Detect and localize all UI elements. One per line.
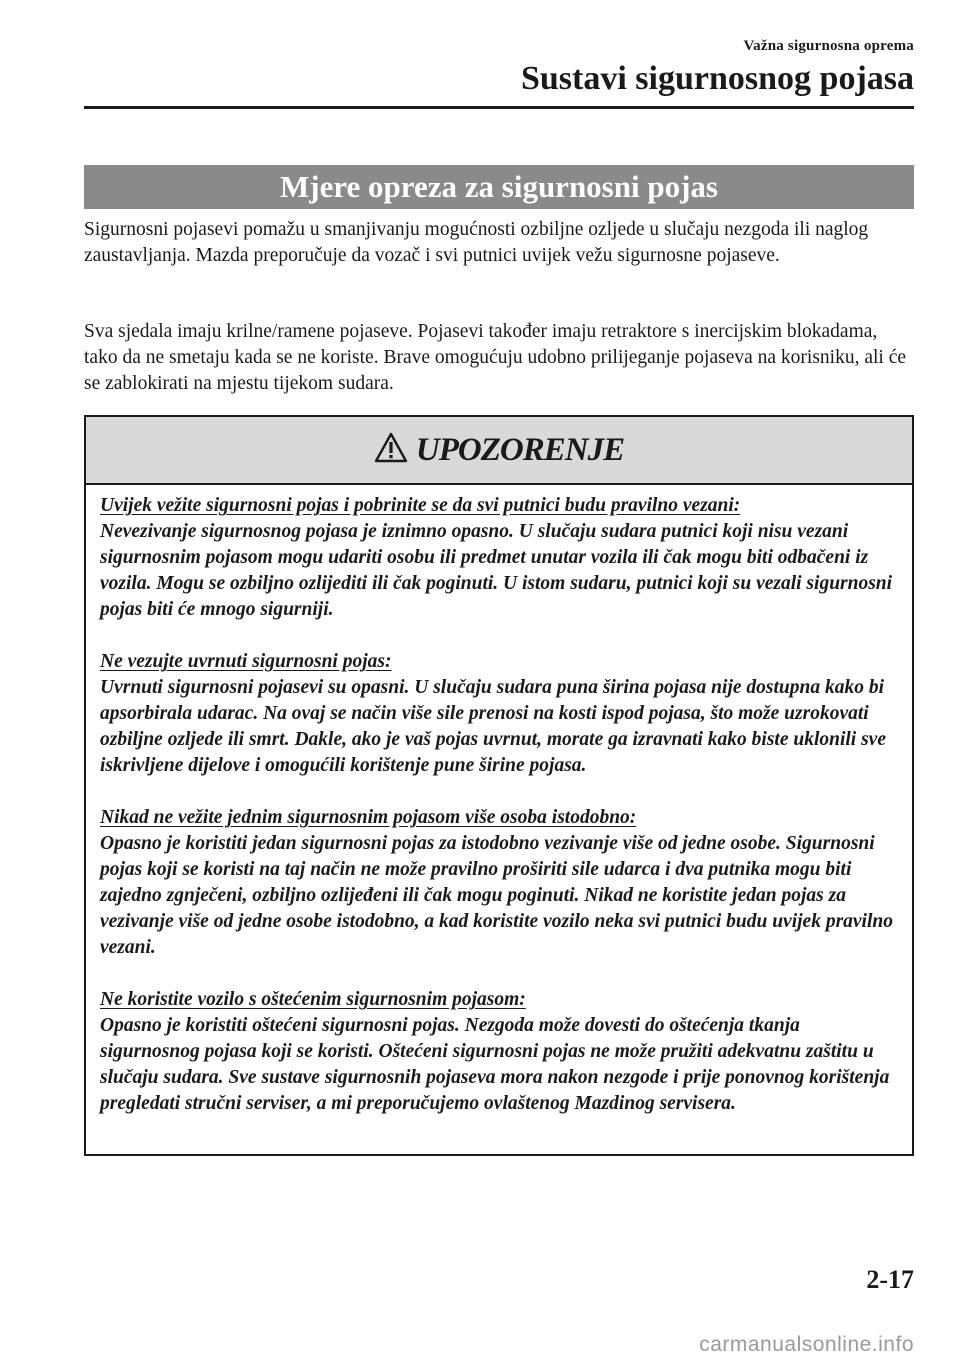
page-title: Sustavi sigurnosnog pojasa <box>520 60 914 97</box>
warning-item <box>100 493 898 623</box>
warning-item-title: Uvijek vežite sigurnosni pojas i pobrinite se da svi putnici budu pravilno vezani: <box>100 495 741 516</box>
warning-item <box>100 805 898 961</box>
header-divider <box>84 106 914 109</box>
warning-label: UPOZORENJE <box>415 431 625 468</box>
warning-header <box>86 417 912 485</box>
warning-body <box>86 485 912 1117</box>
warning-item-text: Opasno je koristiti oštećeni sigurnosni pojas. Nezgoda može dovesti do oštećenja tkanja sigurnosnog pojasa koji se koristi. Oštećeni sigurnosni pojas ne može pružiti adekvatnu zaštitu u slučaju sudara. Sve sustave sigurnosnih pojaseva mora nakon nezgode i prije ponovnog korištenja pregledati stručni serviser, a mi preporučujemo ovlaštenog Mazdinog servisera. <box>100 1015 890 1114</box>
warning-box <box>84 415 914 1156</box>
warning-item-title: Ne vezujte uvrnuti sigurnosni pojas: <box>100 651 392 672</box>
warning-item-title: Nikad ne vežite jednim sigurnosnim pojasom više osoba istodobno: <box>100 807 637 828</box>
description-paragraph: Sva sjedala imaju krilne/ramene pojaseve. Pojasevi također imaju retraktore s inercijskim blokadama, tako da ne smetaju kada se ne koriste. Brave omogućuju udobno prilijeganje pojaseva na korisniku, ali će se zablokirati na mjestu tijekom sudara. <box>84 321 907 394</box>
intro-paragraph: Sigurnosni pojasevi pomažu u smanjivanju mogućnosti ozbiljne ozljede u slučaju nezgoda ili naglog zaustavljanja. Mazda preporučuje da vozač i svi putnici uvijek vežu sigurnosne pojaseve. <box>84 219 869 266</box>
warning-item <box>100 649 898 779</box>
page-number: 2-17 <box>866 1265 914 1294</box>
warning-item-text: Nevezivanje sigurnosnog pojasa je iznimno opasno. U slučaju sudara putnici koji nisu vezani sigurnosnim pojasom mogu udariti osobu ili predmet unutar vozila ili čak mogu biti odbačeni iz vozila. Mogu se ozbiljno ozlijediti ili čak poginuti. U istom sudaru, putnici koji su vezali sigurnosni pojas biti će mnogo sigurniji. <box>100 521 893 620</box>
watermark: carmanualsonline.info <box>699 1333 914 1356</box>
warning-item-text: Opasno je koristiti jedan sigurnosni pojas za istodobno vezivanje više od jedne osobe. Sigurnosni pojas koji se koristi na taj način ne može pravilno proširiti sile udarca i dva putnika mogu biti zajedno zgnječeni, ozbiljno ozlijeđeni ili čak mogu poginuti. Nikad ne koristite jedan pojas za vezivanje više od jedne osobe istodobno, a kad koristite vozilo neka svi putnici budu uvijek pravilno vezani. <box>100 833 893 958</box>
warning-triangle-icon <box>374 432 408 464</box>
warning-item-text: Uvrnuti sigurnosni pojasevi su opasni. U slučaju sudara puna širina pojasa nije dostupna kako bi apsorbirala udarac. Na ovaj se način više sile prenosi na kosti ispod pojasa, što može uzrokovati ozbiljne ozljede ili smrt. Dakle, ako je vaš pojas uvrnut, morate ga izravnati kako biste uklonili sve iskrivljene dijelove i omogućili korištenje pune širine pojasa. <box>100 677 886 776</box>
warning-item-title: Ne koristite vozilo s oštećenim sigurnosnim pojasom: <box>100 989 526 1010</box>
section-heading: Mjere opreza za sigurnosni pojas <box>84 165 914 209</box>
warning-item <box>100 987 898 1117</box>
header-section-label: Važna sigurnosna oprema <box>743 38 914 54</box>
